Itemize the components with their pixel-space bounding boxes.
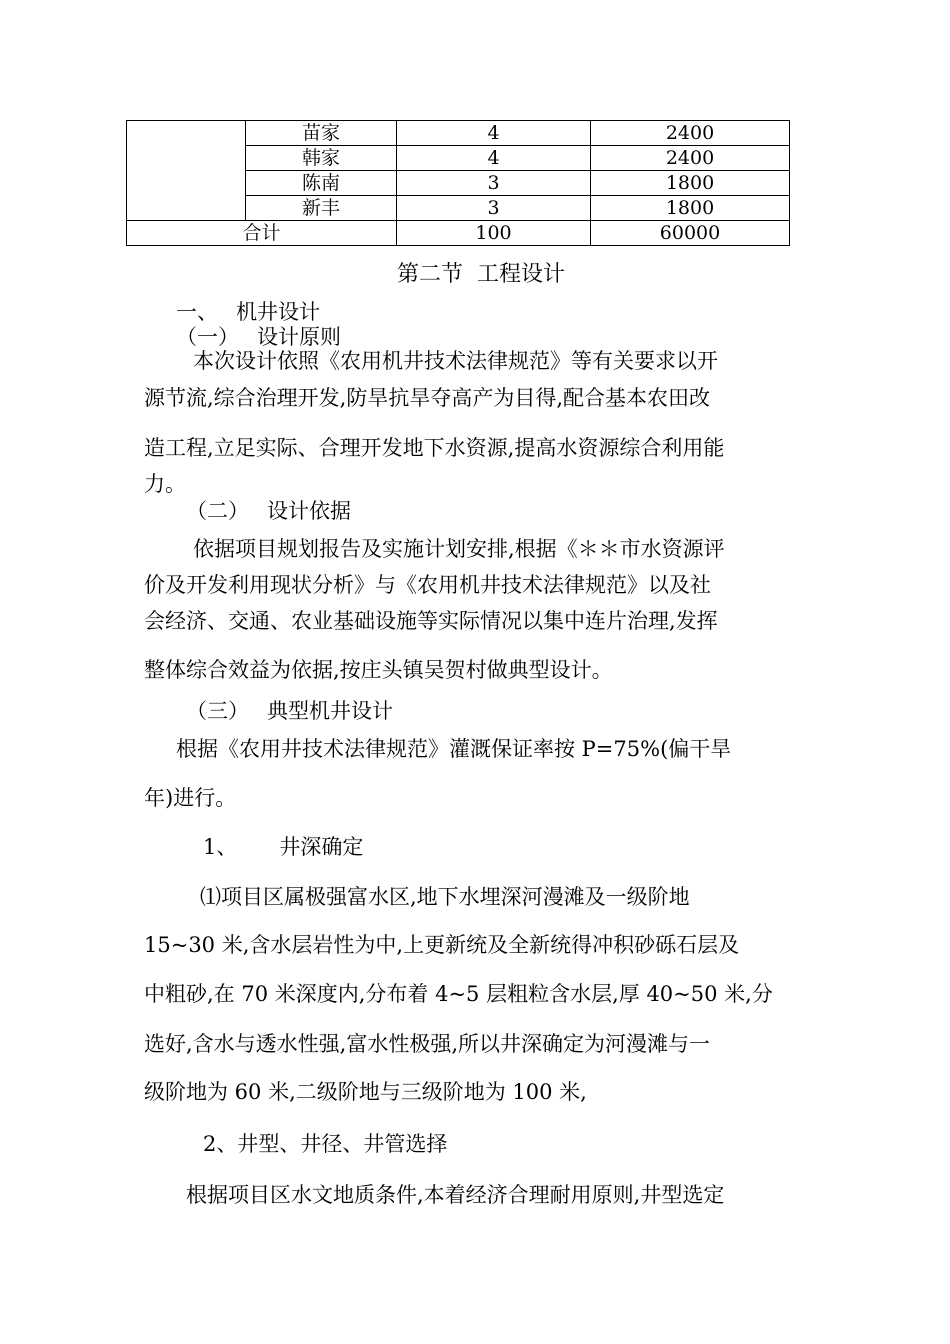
- heading-number: 一、: [176, 300, 218, 324]
- table-cell-amount: 2400: [591, 121, 790, 146]
- table-total-amount: 60000: [591, 221, 790, 246]
- paragraph-line: 源节流,综合治理开发,防旱抗旱夺高产为目得,配合基本农田改: [144, 386, 711, 410]
- table-cell-count: 3: [397, 171, 591, 196]
- heading-level-3: [203, 833, 363, 861]
- table-total-count: 100: [397, 221, 591, 246]
- paragraph-line: 力。: [144, 472, 186, 496]
- heading-level-2: [186, 697, 393, 725]
- section-title-text: 工程设计: [477, 262, 566, 287]
- village-well-table: [126, 120, 790, 246]
- table-cell-village: 苗家: [246, 121, 397, 146]
- heading-number: （三）: [186, 699, 249, 723]
- paragraph-line: 会经济、交通、农业基础设施等实际情况以集中连片治理,发挥: [144, 609, 718, 633]
- heading-level-3: 2、井型、井径、井管选择: [203, 1132, 448, 1156]
- table-total-row: [127, 221, 790, 246]
- paragraph-line: 级阶地为 60 米,二级阶地与三级阶地为 100 米,: [144, 1080, 587, 1104]
- heading-text: 井深确定: [279, 835, 364, 859]
- paragraph-line: 15~30 米,含水层岩性为中,上更新统及全新统得冲积砂砾石层及: [144, 933, 740, 957]
- table-cell-village: 陈南: [246, 171, 397, 196]
- paragraph-line: 价及开发利用现状分析》与《农用机井技术法律规范》以及社: [144, 573, 711, 597]
- table-cell-amount: 2400: [591, 146, 790, 171]
- table-total-label: 合计: [127, 221, 397, 246]
- table-cell-count: 4: [397, 121, 591, 146]
- paragraph-line: 选好,含水与透水性强,富水性极强,所以井深确定为河漫滩与一: [144, 1032, 711, 1056]
- heading-level-1: [176, 298, 320, 326]
- heading-number: （一）: [176, 325, 239, 349]
- paragraph-line: 根据项目区水文地质条件,本着经济合理耐用原则,井型选定: [186, 1183, 725, 1207]
- heading-text: 机井设计: [236, 300, 320, 324]
- heading-text: 设计依据: [267, 499, 351, 523]
- table-cell-amount: 1800: [591, 171, 790, 196]
- heading-level-2: [186, 497, 351, 525]
- heading-number: （二）: [186, 499, 249, 523]
- table-cell-count: 3: [397, 196, 591, 221]
- table-cell-amount: 1800: [591, 196, 790, 221]
- paragraph-line: 年)进行。: [144, 786, 237, 810]
- table-cell-village: 新丰: [246, 196, 397, 221]
- paragraph-line: 造工程,立足实际、合理开发地下水资源,提高水资源综合利用能: [144, 436, 725, 460]
- table-cell-merged: [127, 121, 246, 221]
- table-cell-count: 4: [397, 146, 591, 171]
- section-title-number: 第二节: [397, 262, 464, 287]
- paragraph-line: 中粗砂,在 70 米深度内,分布着 4~5 层粗粒含水层,厚 40~50 米,分: [144, 982, 773, 1006]
- paragraph-line: 根据《农用井技术法律规范》灌溉保证率按 P=75%(偏干旱: [176, 737, 732, 761]
- heading-text: 设计原则: [257, 325, 341, 349]
- table-cell-village: 韩家: [246, 146, 397, 171]
- table-row: [127, 121, 790, 146]
- paragraph-line: 依据项目规划报告及实施计划安排,根据《＊＊市水资源评: [193, 537, 725, 561]
- paragraph-line: ⑴项目区属极强富水区,地下水埋深河漫滩及一级阶地: [200, 885, 690, 909]
- paragraph-line: 整体综合效益为依据,按庄头镇吴贺村做典型设计。: [144, 658, 613, 682]
- section-title: [397, 261, 565, 289]
- heading-number: 1、: [203, 835, 238, 859]
- paragraph-line: 本次设计依照《农用机井技术法律规范》等有关要求以开: [193, 349, 718, 373]
- heading-text: 典型机井设计: [267, 699, 393, 723]
